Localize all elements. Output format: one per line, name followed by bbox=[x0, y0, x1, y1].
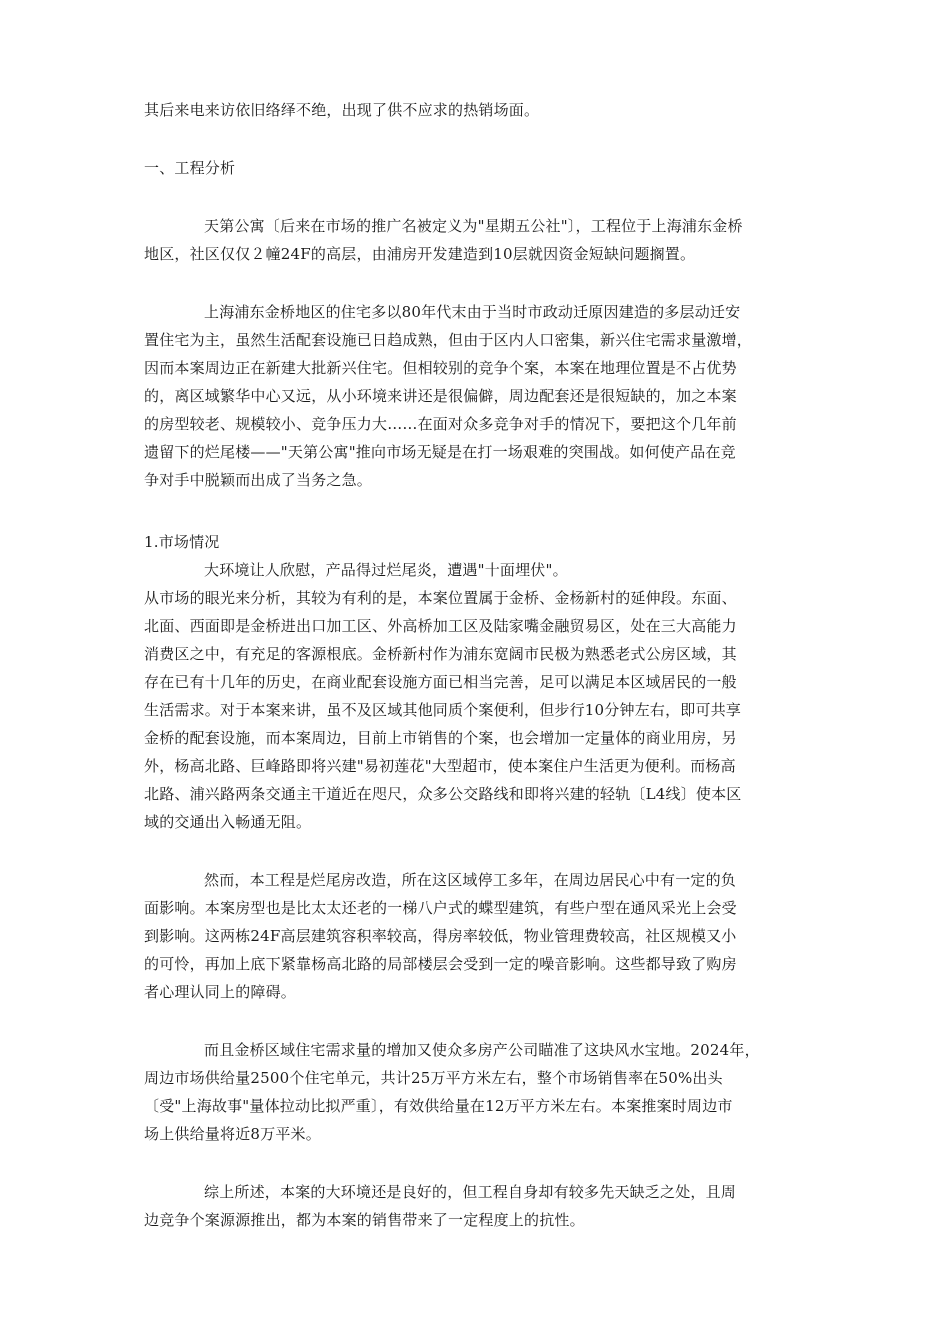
paragraph-line: 存在已有十几年的历史，在商业配套设施方面已相当完善，足可以满足本区域居民的一般 bbox=[144, 673, 737, 691]
intro-line: 其后来电来访依旧络绎不绝，出现了供不应求的热销场面。 bbox=[144, 101, 540, 119]
paragraph-summary bbox=[144, 1178, 806, 1234]
spacer bbox=[144, 836, 806, 866]
paragraph-line: 的，离区域繁华中心又远，从小环境来讲还是很偏僻，周边配套还是很短缺的，加之本案 bbox=[144, 387, 737, 405]
paragraph-line: 北路、浦兴路两条交通主干道近在咫尺，众多公交路线和即将兴建的轻轨〔L4线〕使本区 bbox=[144, 785, 742, 803]
paragraph-line: 消费区之中，有充足的客源根底。金桥新村作为浦东宽阔市民极为熟悉老式公房区域，其 bbox=[144, 645, 737, 663]
paragraph-line: 大环境让人欣慰，产品得过烂尾炎，遭遇"十面埋伏"。 bbox=[204, 561, 568, 579]
paragraph-line: 而且金桥区域住宅需求量的增加又使众多房产公司瞄准了这块风水宝地。2024年， bbox=[204, 1041, 760, 1059]
spacer bbox=[144, 1006, 806, 1036]
spacer bbox=[144, 182, 806, 212]
paragraph-line: 场上供给量将近8万平米。 bbox=[144, 1125, 321, 1143]
paragraph-project-overview bbox=[144, 212, 806, 268]
paragraph-market-supply bbox=[144, 1036, 806, 1148]
paragraph-line: 面影响。本案房型也是比太太还老的一梯八户式的蝶型建筑，有些户型在通风采光上会受 bbox=[144, 899, 737, 917]
section-heading-project-analysis: 一、工程分析 bbox=[144, 159, 236, 177]
paragraph-market-advantages bbox=[144, 584, 806, 836]
paragraph-line: 天第公寓〔后来在市场的推广名被定义为"星期五公社"〕，工程位于上海浦东金桥 bbox=[204, 217, 743, 235]
paragraph-line: 外，杨高北路、巨峰路即将兴建"易初莲花"大型超市，使本案住户生活更为便利。而杨高 bbox=[144, 757, 736, 775]
paragraph-line: 遗留下的烂尾楼——"天第公寓"推向市场无疑是在打一场艰难的突围战。如何使产品在竞 bbox=[144, 443, 736, 461]
paragraph-line: 地区，社区仅仅２幢24F的高层，由浦房开发建造到10层就因资金短缺问题搁置。 bbox=[144, 245, 696, 263]
document-body bbox=[144, 96, 806, 1234]
paragraph-line: 金桥的配套设施，而本案周边，目前上市销售的个案，也会增加一定量体的商业用房，另 bbox=[144, 729, 737, 747]
paragraph-location-analysis bbox=[144, 298, 806, 494]
paragraph-line: 北面、西面即是金桥进出口加工区、外高桥加工区及陆家嘴金融贸易区，处在三大高能力 bbox=[144, 617, 737, 635]
spacer bbox=[144, 268, 806, 298]
paragraph-line: 综上所述，本案的大环境还是良好的，但工程自身却有较多先天缺乏之处，且周 bbox=[204, 1183, 737, 1201]
paragraph-line: 从市场的眼光来分析，其较为有利的是，本案位置属于金桥、金杨新村的延伸段。东面、 bbox=[144, 589, 737, 607]
paragraph-line: 置住宅为主，虽然生活配套设施已日趋成熟，但由于区内人口密集，新兴住宅需求量激增， bbox=[144, 331, 753, 349]
spacer bbox=[144, 124, 806, 154]
paragraph-line: 域的交通出入畅通无阻。 bbox=[144, 813, 312, 831]
paragraph-line: 的房型较老、规模较小、竞争压力大……在面对众多竞争对手的情况下，要把这个几年前 bbox=[144, 415, 737, 433]
paragraph-line: 争对手中脱颖而出成了当务之急。 bbox=[144, 471, 373, 489]
paragraph-line: 周边市场供给量2500个住宅单元，共计25万平方米左右，整个市场销售率在50%出头 bbox=[144, 1069, 723, 1087]
spacer bbox=[144, 494, 806, 528]
paragraph-line: 的可怜，再加上底下紧靠杨高北路的局部楼层会受到一定的噪音影响。这些都导致了购房 bbox=[144, 955, 737, 973]
paragraph-line: 上海浦东金桥地区的住宅多以80年代末由于当时市政动迁原因建造的多层动迁安 bbox=[204, 303, 741, 321]
spacer bbox=[144, 1148, 806, 1178]
paragraph-line: 到影响。这两栋24F高层建筑容积率较高，得房率较低，物业管理费较高，社区规模又小 bbox=[144, 927, 737, 945]
paragraph-line: 〔受"上海故事"量体拉动比拟严重〕，有效供给量在12万平方米左右。本案推案时周边市 bbox=[144, 1097, 733, 1115]
paragraph-disadvantages bbox=[144, 866, 806, 1006]
paragraph-line: 者心理认同上的障碍。 bbox=[144, 983, 297, 1001]
subsection-heading-market: 1.市场情况 bbox=[144, 533, 220, 551]
paragraph-line: 然而，本工程是烂尾房改造，所在这区域停工多年，在周边居民心中有一定的负 bbox=[204, 871, 737, 889]
paragraph-line: 因而本案周边正在新建大批新兴住宅。但相较别的竞争个案，本案在地理位置是不占优势 bbox=[144, 359, 737, 377]
paragraph-line: 边竞争个案源源推出，都为本案的销售带来了一定程度上的抗性。 bbox=[144, 1211, 585, 1229]
paragraph-line: 生活需求。对于本案来讲，虽不及区域其他同质个案便利，但步行10分钟左右，即可共享 bbox=[144, 701, 742, 719]
